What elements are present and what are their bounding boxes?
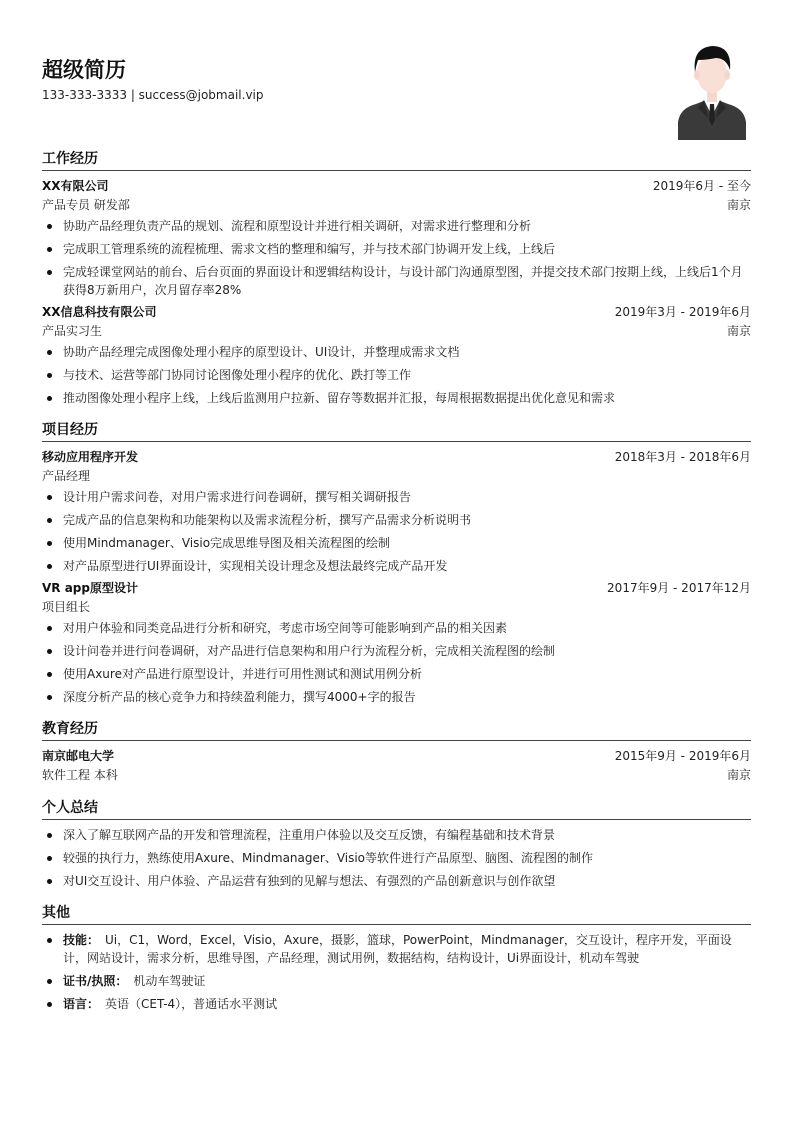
project-role: 产品经理 bbox=[42, 469, 91, 483]
bullet-icon bbox=[47, 695, 52, 700]
list-item: 对产品原型进行UI界面设计，实现相关设计理念及想法最终完成产品开发 bbox=[42, 557, 751, 575]
bullet-icon bbox=[47, 833, 52, 838]
section-title: 项目经历 bbox=[42, 421, 751, 442]
certificates-label: 证书/执照： bbox=[63, 974, 128, 988]
company-name: XX信息科技有限公司 bbox=[42, 305, 157, 319]
list-item: 与技术、运营等部门协同讨论图像处理小程序的优化、跌打等工作 bbox=[42, 366, 751, 384]
company-name: XX有限公司 bbox=[42, 179, 109, 193]
list-item bbox=[42, 995, 751, 1013]
list-item: 完成产品的信息架构和功能架构以及需求流程分析，撰写产品需求分析说明书 bbox=[42, 511, 751, 529]
language-value: 英语（CET-4），普通话水平测试 bbox=[105, 997, 278, 1011]
section-title: 个人总结 bbox=[42, 799, 751, 820]
location: 南京 bbox=[726, 768, 751, 782]
language-label: 语言： bbox=[63, 997, 100, 1011]
bullet-icon bbox=[47, 879, 52, 884]
education-entry bbox=[42, 747, 751, 785]
work-entry bbox=[42, 177, 751, 299]
list-item: 推动图像处理小程序上线，上线后监测用户拉新、留存等数据并汇报，每周根据数据提出优化意见和需求 bbox=[42, 389, 751, 407]
resume-content bbox=[42, 150, 751, 1013]
project-name: VR app原型设计 bbox=[42, 581, 138, 595]
list-item: 深入了解互联网产品的开发和管理流程，注重用户体验以及交互反馈，有编程基础和技术背景 bbox=[42, 826, 751, 844]
skills-label: 技能： bbox=[63, 933, 100, 947]
school-name: 南京邮电大学 bbox=[42, 749, 115, 763]
bullet-icon bbox=[47, 495, 52, 500]
bullet-icon bbox=[47, 350, 52, 355]
list-item: 完成轻课堂网站的前台、后台页面的界面设计和逻辑结构设计，与设计部门沟通原型图，并提交技术部门按期上线，上线后1个月获得8万新用户，次月留存率28% bbox=[42, 263, 751, 299]
bullet-icon bbox=[47, 224, 52, 229]
project-experience-section bbox=[42, 421, 751, 706]
list-item: 使用Axure对产品进行原型设计，并进行可用性测试和测试用例分析 bbox=[42, 665, 751, 683]
list-item: 深度分析产品的核心竞争力和持续盈利能力，撰写4000+字的报告 bbox=[42, 688, 751, 706]
bullet-icon bbox=[47, 649, 52, 654]
bullet-icon bbox=[47, 270, 52, 275]
bullet-icon bbox=[47, 541, 52, 546]
work-experience-section bbox=[42, 150, 751, 407]
date-range: 2015年9月 - 2019年6月 bbox=[614, 749, 751, 763]
location: 南京 bbox=[726, 324, 751, 338]
location: 南京 bbox=[726, 198, 751, 212]
date-range: 2019年3月 - 2019年6月 bbox=[614, 305, 751, 319]
list-item: 使用Mindmanager、Visio完成思维导图及相关流程图的绘制 bbox=[42, 534, 751, 552]
job-role: 产品专员 研发部 bbox=[42, 198, 130, 212]
summary-section bbox=[42, 799, 751, 890]
work-entry bbox=[42, 303, 751, 407]
section-title: 工作经历 bbox=[42, 150, 751, 171]
list-item bbox=[42, 931, 751, 967]
bullet-icon bbox=[47, 247, 52, 252]
bullet-icon bbox=[47, 564, 52, 569]
other-section bbox=[42, 904, 751, 1013]
list-item: 对用户体验和同类竞品进行分析和研究，考虑市场空间等可能影响到产品的相关因素 bbox=[42, 619, 751, 637]
degree: 软件工程 本科 bbox=[42, 768, 118, 782]
bullet-icon bbox=[47, 938, 52, 943]
list-item: 对UI交互设计、用户体验、产品运营有独到的见解与想法、有强烈的产品创新意识与创作欲望 bbox=[42, 872, 751, 890]
list-item: 协助产品经理完成图像处理小程序的原型设计、UI设计，并整理成需求文档 bbox=[42, 343, 751, 361]
bullet-icon bbox=[47, 518, 52, 523]
date-range: 2019年6月 - 至今 bbox=[652, 179, 751, 193]
bullet-icon bbox=[47, 856, 52, 861]
skills-value: Ui，C1，Word，Excel，Visio，Axure，摄影，篮球，PowerPoint，Mindmanager，交互设计，程序开发，平面设计，网站设计，需求分析，思维导图，产品经理，测试用例，数据结构，结构设计，Ui界面设计，机动车驾驶 bbox=[63, 933, 732, 965]
list-item: 较强的执行力，熟练使用Axure、Mindmanager、Visio等软件进行产品原型、脑图、流程图的制作 bbox=[42, 849, 751, 867]
date-range: 2018年3月 - 2018年6月 bbox=[614, 450, 751, 464]
section-title: 教育经历 bbox=[42, 720, 751, 741]
bullet-icon bbox=[47, 373, 52, 378]
project-entry bbox=[42, 579, 751, 706]
section-title: 其他 bbox=[42, 904, 751, 925]
bullet-icon bbox=[47, 672, 52, 677]
project-name: 移动应用程序开发 bbox=[42, 450, 139, 464]
list-item: 完成职工管理系统的流程梳理、需求文档的整理和编写，并与技术部门协调开发上线，上线后 bbox=[42, 240, 751, 258]
resume-name: 超级简历 bbox=[42, 58, 126, 82]
list-item bbox=[42, 972, 751, 990]
bullet-icon bbox=[47, 626, 52, 631]
project-entry bbox=[42, 448, 751, 575]
job-role: 产品实习生 bbox=[42, 324, 103, 338]
list-item: 协助产品经理负责产品的规划、流程和原型设计并进行相关调研，对需求进行整理和分析 bbox=[42, 217, 751, 235]
date-range: 2017年9月 - 2017年12月 bbox=[607, 581, 751, 595]
bullet-icon bbox=[47, 396, 52, 401]
project-role: 项目组长 bbox=[42, 600, 91, 614]
list-item: 设计问卷并进行问卷调研，对产品进行信息架构和用户行为流程分析，完成相关流程图的绘制 bbox=[42, 642, 751, 660]
user-avatar-icon bbox=[676, 42, 748, 140]
list-item: 设计用户需求问卷，对用户需求进行问卷调研，撰写相关调研报告 bbox=[42, 488, 751, 506]
education-section bbox=[42, 720, 751, 785]
certificates-value: 机动车驾驶证 bbox=[133, 974, 206, 988]
bullet-icon bbox=[47, 1002, 52, 1007]
contact-info: 133-333-3333 | success@jobmail.vip bbox=[42, 88, 264, 102]
bullet-icon bbox=[47, 979, 52, 984]
